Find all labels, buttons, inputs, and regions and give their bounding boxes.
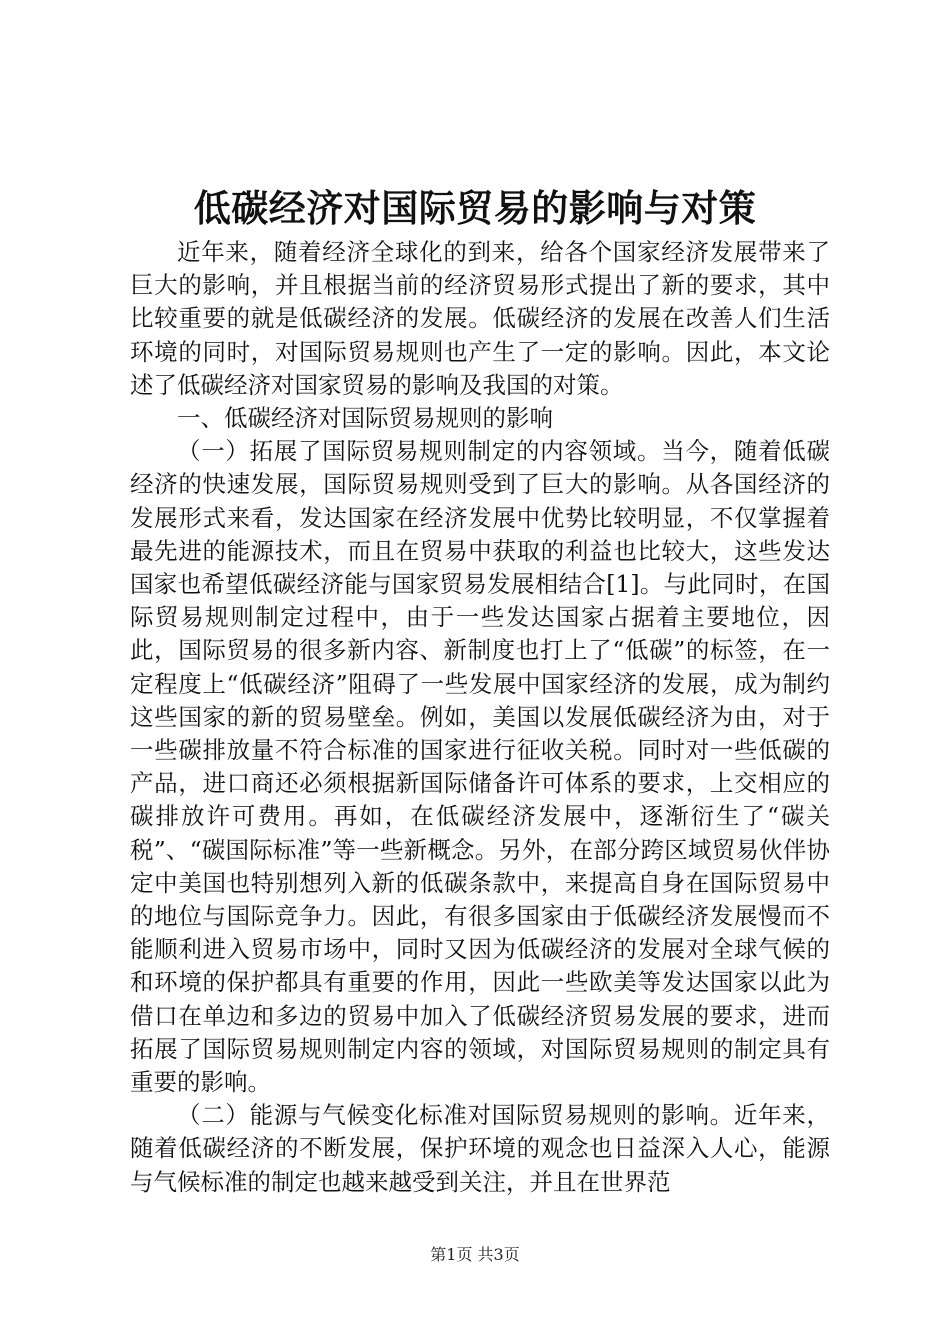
subsection-paragraph-1: （一）拓展了国际贸易规则制定的内容领域。当今，随着低碳经济的快速发展，国际贸易规则受到了巨大的影响。从各国经济的发展形式来看，发达国家在经济发展中优势比较明显，不仅掌握着最先进的能源技术，而且在贸易中获取的利益也比较大，这些发达国家也希望低碳经济能与国家贸易发展相结合[1]。与此同时，在国际贸易规则制定过程中，由于一些发达国家占据着主要地位，因此，国际贸易的很多新内容、新制度也打上了“低碳”的标签，在一定程度上“低碳经济”阻碍了一些发展中国家经济的发展，成为制约这些国家的新的贸易壁垒。例如，美国以发展低碳经济为由，对于一些碳排放量不符合标准的国家进行征收关税。同时对一些低碳的产品，进口商还必须根据新国际储备许可体系的要求，上交相应的碳排放许可费用。再如，在低碳经济发展中，逐渐衍生了“碳关税”、“碳国际标准”等一些新概念。另外，在部分跨区域贸易伙伴协定中美国也特别想列入新的低碳条款中，来提高自身在国际贸易中的地位与国际竞争力。因此，有很多国家由于低碳经济发展慢而不能顺利进入贸易市场中，同时又因为低碳经济的发展对全球气候的和环境的保护都具有重要的作用，因此一些欧美等发达国家以此为借口在单边和多边的贸易中加入了低碳经济贸易发展的要求，进而拓展了国际贸易规则制定内容的领域，对国际贸易规则的制定具有重要的影响。 xyxy=(130,437,830,1097)
document-body xyxy=(130,236,830,1199)
subsection-paragraph-2: （二）能源与气候变化标准对国际贸易规则的影响。近年来，随着低碳经济的不断发展，保护环境的观念也日益深入人心，能源与气候标准的制定也越来越受到关注，并且在世界范 xyxy=(130,1101,830,1196)
section-heading: 一、低碳经济对国际贸易规则的影响 xyxy=(177,404,553,433)
document-title: 低碳经济对国际贸易的影响与对策 xyxy=(193,186,757,230)
page-number-footer: 第1页 共3页 xyxy=(430,1245,520,1264)
intro-paragraph: 近年来，随着经济全球化的到来，给各个国家经济发展带来了巨大的影响，并且根据当前的经济贸易形式提出了新的要求，其中比较重要的就是低碳经济的发展。低碳经济的发展在改善人们生活环境的同时，对国际贸易规则也产生了一定的影响。因此，本文论述了低碳经济对国家贸易的影响及我国的对策。 xyxy=(130,238,830,399)
